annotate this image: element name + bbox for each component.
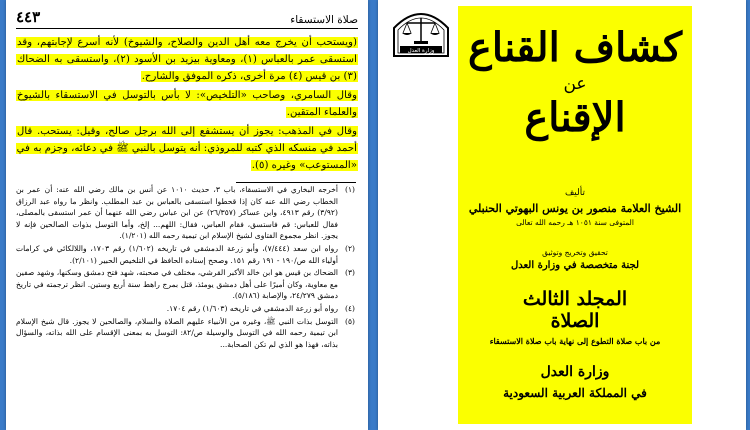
left-page [6,0,368,430]
editing-label: تحقيق وتخريج وتوثيق [542,248,608,257]
footnote [16,184,358,242]
footnote-number: (٢) [344,243,356,253]
footnote [16,316,358,351]
footnote-text: الضحاك بن قيس هو ابن خالد الأكبر القرشي، مختلف في صحبته، شهد فتح دمشق وسكنها، وشهد صفين مع معاوية، وكان أميرًا على أهل دمشق يومئذ، قتل بمرج راهط سنة أربع وستين. انظر ترجمته في تاريخ دمشق ٢٤/٢٧٩، والإصابة (٥/١٨٦). [16,268,338,301]
section-range: من باب صلاة التطوع إلى نهاية باب صلاة الاستسقاء [489,336,661,346]
footnote-number: (١) [344,185,356,194]
footnote [16,303,358,315]
footnote-number: (٥) [344,316,356,326]
chapter-title: صلاة الاستسقاء [290,14,358,26]
footnote [16,243,358,266]
authorship-label: تأليف [564,188,586,198]
footnotes [16,184,358,351]
footnote-number: (٤) [344,303,356,313]
paragraph-2 [16,87,358,121]
paragraph-1 [16,34,358,85]
main-text [16,34,358,176]
footnote-separator [236,182,356,183]
publisher-country: في المملكة العربية السعودية [503,386,647,400]
paragraph-3 [16,123,358,174]
ministry-logo [388,6,454,60]
book-title: كشاف القناع [468,24,682,71]
editing-committee: لجنة متخصصة في وزارة العدل [510,260,640,271]
footnote-text: رواه ابن سعد (٧/٤٤٤)، وأبو زرعة الدمشقي في تاريخه (١/٦٠٢) رقم ١٧٠٣، واللالكائي في كرامات أولياء الله ص/١٩٠ - ١٩١ رقم ١٥١. وصحح إسناده الحافظ في التلخيص الحبير (٢/١٠١). [16,243,339,265]
title-connector: عن [563,74,587,94]
cover-panel [458,6,692,424]
author-name: الشيخ العلامة منصور بن يونس البهوتي الحنبلي [468,202,682,215]
volume-label: المجلد الثالث [522,288,628,310]
death-date: المتوفى سنة ١٠٥١ هـ رحمه الله تعالى [516,218,634,227]
footnote-number: (٣) [344,268,356,278]
book-subtitle: الإقناع [524,94,626,141]
scales-of-justice-icon [388,6,454,60]
highlighted-text: وقال في المذهب: يجوز أن يستشفع إلى الله برجل صالح، وقيل: يستحب. قال أحمد في منسكه الذي كتبه للمروذي: أنه يتوسل بالنبي ﷺ في دعائه، وجزم به في «المستوعب» وغيره (٥). [16,126,357,171]
footnote-text: أخرجه البخاري في الاستسقاء، باب ٣، حديث ١٠١٠ عن أنس بن مالك رضي الله عنه: أن عمر بن الخطاب رضي الله عنه كان إذا قحطوا استسقى بالعباس بن عبد المطلب. وانظر ما رواه عبد الرزاق (٣/٩٢) رقم ٤٩١٣، وابن عساكر (٢٦/٣٥٧) عن ابن عباس رضي الله عنهما أن عمر استسقى بالمصلى، فقال للعباس: قم فاستسق، فقام العباس، فقال: اللهم... إلخ، وأما التوسل بذوات الصالحين فإنه لا يجوز. انظر مجموع الفتاوى لشيخ الإسلام ابن تيمية رحمه الله (١/٢٠١). [16,185,339,241]
publisher-ministry: وزارة العدل [540,364,610,380]
highlighted-text: وقال السامري، وصاحب «التلخيص»: لا بأس بالتوسل في الاستسقاء بالشيوخ والعلماء المتقين. [17,90,357,118]
footnote-text: رواه أبو زرعة الدمشقي في تاريخه (١/٦٠٣) رقم ١٧٠٤. [166,303,338,313]
page-number: ٤٤٣ [16,8,41,26]
highlighted-text: (ويستحب أن يخرج معه أهل الدين والصلاح، والشيوخ) لأنه أسرع لإجابتهم، وقد استسقى عمر بالعباس (١)، ومعاوية بيزيد بن الأسود (٢)، واستسقى به الضحاك (٣) بن قيس (٤) مرة أخرى، ذكره الموفق والشارح. [17,37,357,82]
footnote [16,267,358,302]
logo-text: وزارة العدل [407,48,435,54]
section-title: الصلاة [550,310,600,332]
page-header [16,4,358,29]
right-page [378,0,746,430]
footnote-text: التوسل بذات النبي ﷺ، وغيره من الأنبياء عليهم الصلاة والسلام، والصالحين لا يجوز. قال شيخ الإسلام ابن تيمية رحمه الله في التوسل والوسيلة ص/٨٢: التوسل به بمعنى الإقسام على الله بذاته، والسؤال بذاته، فهذا هو الذي لم تكن الصحابة... [16,316,338,349]
